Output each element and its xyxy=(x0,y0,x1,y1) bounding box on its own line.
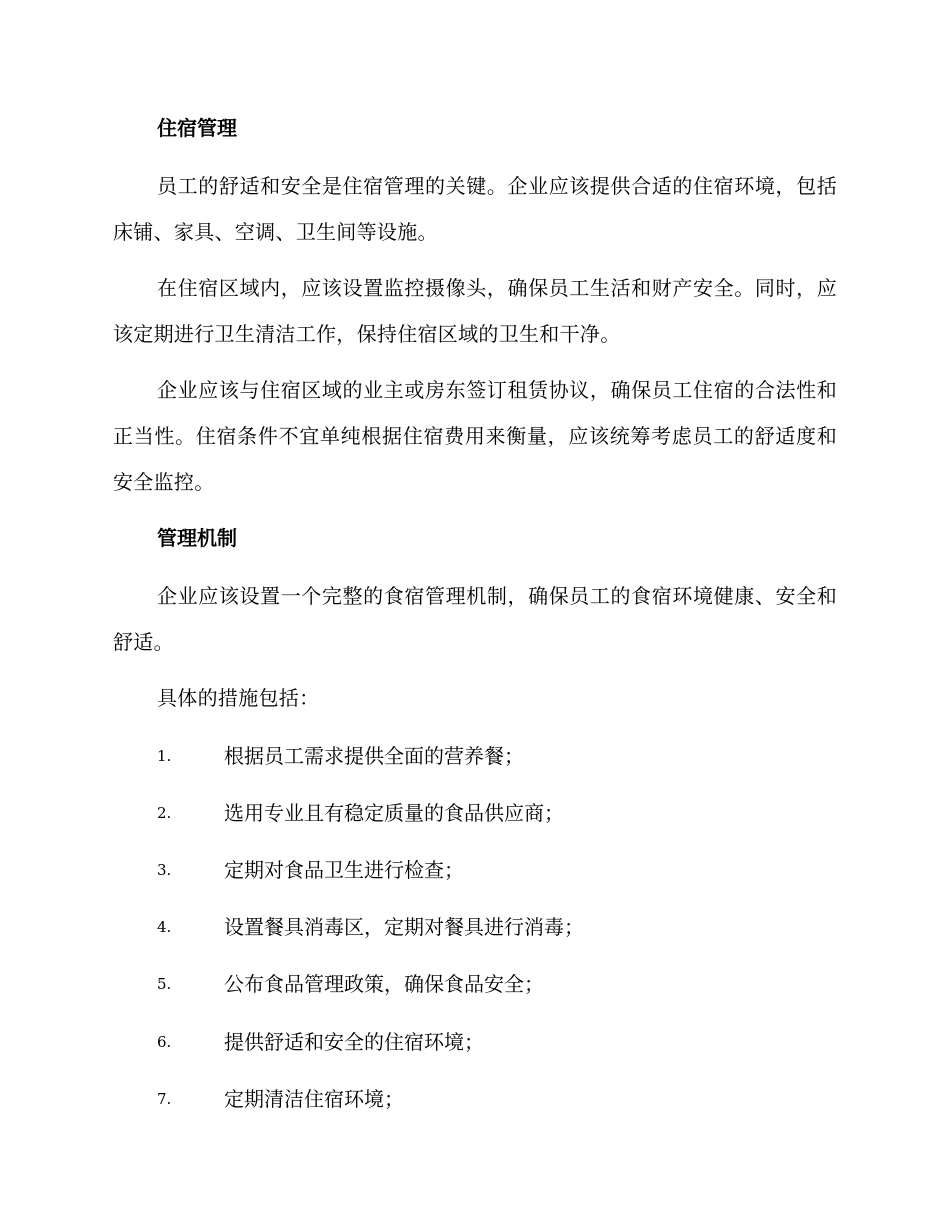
list-item-text: 根据员工需求提供全面的营养餐； xyxy=(224,744,524,768)
list-item-text: 定期清洁住宿环境； xyxy=(224,1087,404,1111)
list-item-text: 定期对食品卫生进行检查； xyxy=(224,858,464,882)
paragraph-accommodation-comfort: 员工的舒适和安全是住宿管理的关键。企业应该提供合适的住宿环境，包括床铺、家具、空调、卫生间等设施。 xyxy=(113,174,837,244)
list-item xyxy=(157,1027,837,1057)
list-item-number: 1. xyxy=(157,747,172,765)
list-item-text: 选用专业且有稳定质量的食品供应商； xyxy=(224,801,564,825)
list-item-number: 2. xyxy=(157,804,172,822)
section-heading-accommodation: 住宿管理 xyxy=(157,116,237,140)
paragraph-measures-lead: 具体的措施包括： xyxy=(157,686,320,710)
list-item xyxy=(157,912,837,942)
paragraph-mechanism-intro: 企业应该设置一个完整的食宿管理机制，确保员工的食宿环境健康、安全和舒适。 xyxy=(113,584,837,654)
list-item-number: 4. xyxy=(157,918,172,936)
list-item-number: 3. xyxy=(157,861,172,879)
list-item xyxy=(157,741,837,771)
list-item-number: 5. xyxy=(157,975,172,993)
list-item xyxy=(157,855,837,885)
list-item xyxy=(157,1084,837,1114)
list-item-text: 公布食品管理政策，确保食品安全； xyxy=(224,972,544,996)
list-item-text: 提供舒适和安全的住宿环境； xyxy=(224,1030,484,1054)
list-item xyxy=(157,798,837,828)
list-item xyxy=(157,969,837,999)
paragraph-accommodation-lease: 企业应该与住宿区域的业主或房东签订租赁协议，确保员工住宿的合法性和正当性。住宿条件不宜单纯根据住宿费用来衡量，应该统筹考虑员工的舒适度和安全监控。 xyxy=(113,378,837,494)
paragraph-accommodation-security: 在住宿区域内，应该设置监控摄像头，确保员工生活和财产安全。同时，应该定期进行卫生清洁工作，保持住宿区域的卫生和干净。 xyxy=(113,276,837,346)
list-item-text: 设置餐具消毒区，定期对餐具进行消毒； xyxy=(224,915,584,939)
list-item-number: 7. xyxy=(157,1090,172,1108)
section-heading-mechanism: 管理机制 xyxy=(157,526,237,550)
list-item-number: 6. xyxy=(157,1033,172,1051)
